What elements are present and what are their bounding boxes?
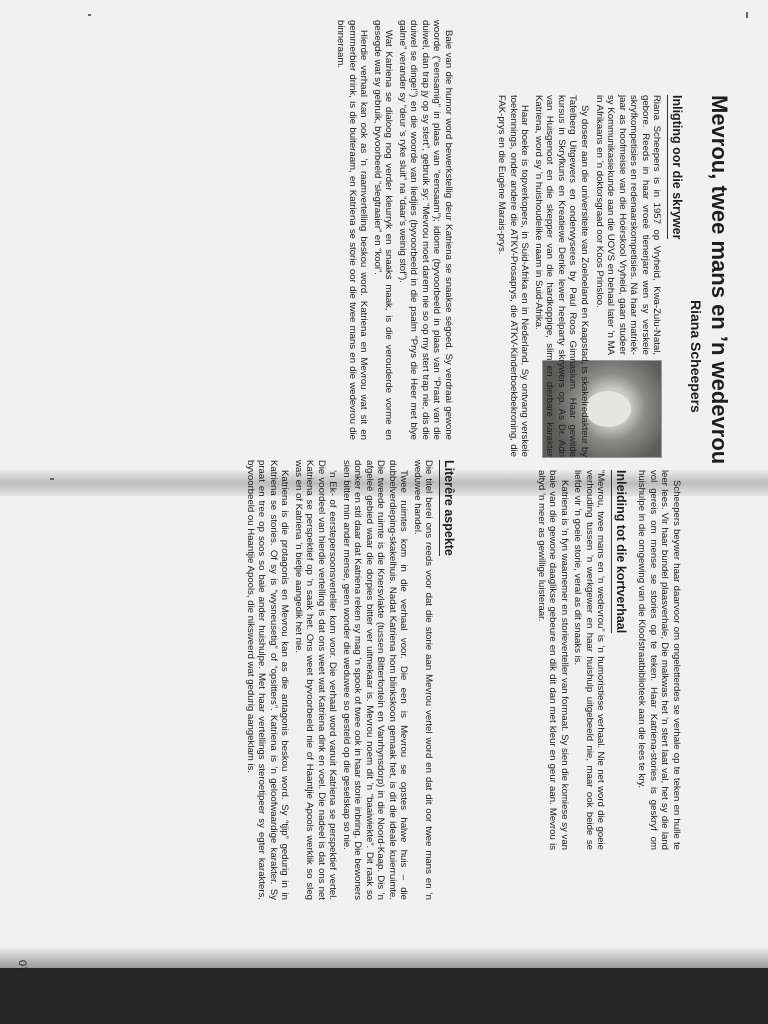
literary-paragraph: Die titel berei ons reeds voor dat die storie aan Mevrou vertel word en dat dit oor twee mans en ’n weduwee handel. [412, 460, 435, 900]
page-number: 07 [16, 960, 28, 973]
article-author: Riana Scheepers [688, 300, 704, 413]
author-paragraph: Sy doseer aan die universiteite van Zoeloeland en Kaapstad, is skakelredakteur by Tafelberg Uitgewers en onderwyseres by Paul Roos Gimnasium. Haar gewilde kursus in Skryfkuns en Kreatiewe Denke lewer heelparty skrywers op. As Dr. Adri van Huisgenoot en die skepper van die hardkoppige, slim en dierbare karakter Katriena, word sy ’n huishoudelike naam in Suid-Afrika. [533, 95, 590, 457]
literary-column [243, 460, 455, 900]
article-title: Mevrou, twee mans en ’n wedevrou [707, 95, 732, 465]
literary-aspects-heading: Literêre aspekte [440, 460, 455, 556]
author-paragraph: Haar boeke is topverkopers, in Suid-Afrika en in Nederland. Sy ontvang verskeie toekennings, onder andere die ATKV-Prosaprys, die ATKV-Kinderboekbekroning, die FAK-prys en die Eugène Marais-prys. [496, 95, 531, 457]
author-face [585, 391, 631, 427]
author-paragraph: Riana Scheepers is in 1957 op Vryheid, Kwa-Zulu-Natal, gebore. Reeds in haar vroeë tienerjare wen sy verskeie skryfkompetisies en redenaarskompetisies. Ná haar matriek-jaar as hoofmeisie van die Hoërskool Vryheid, gaan studeer sy Kommunikasiekunde aan die UOVS en behaal later ’n MA in Afrikaans en ’n doktorsgraad oor Koos Prinsloo. [594, 95, 663, 355]
story-intro-paragraph: “Mevrou, twee mans en ’n wedevrou” is ’n humoristiese verhaal. Nie net word die goeie verhouding tussen ’n werkgewer en haar huishulp uitgebeeld nie, maar ook beide se liefde vir ’n goeie storie, veral as dit snaaks is. [572, 470, 607, 850]
author-info-heading: Inligting oor die skrywer [668, 95, 683, 239]
literary-paragraph: Twee ruimtes kom in die verhaal voor. Die een is Mevrou se opstes halwe huis – die dubbelverdieping-skakelhuis. Nadat Katriena hom blinkskoon gemaak het, is dit die ideale kuierruimte. Die tweede ruimte is die Knersvlakte (tussen Bitterfontein en Vanrhynsdorp) in die Noord-Kaap. Dis ’n afgeleë gebied waar die dorpies bitter ver uitmekaar is. Mevrou noem dit ’n “baaiwiekte”. Dit raak so donker en stil daar dat Katriena reken sy mag ’n spook of twee ook in haar storie inbring. Die bewoners sien bitter min ander mense, geen wonder die weduwee so gesteld op die geselskap so nie. [341, 460, 410, 900]
author-info-right [534, 470, 683, 850]
top-page [468, 0, 768, 1024]
author-info-column [592, 95, 683, 355]
story-intro-paragraph: Katriena is ’n fyn waarnemer en storieverteller van formaat. Sy sien die komiese sy van baie van die gewone daaglikse gebeure en dik dit dan met kleur en geur aan. Mevrou is altyd ’n meer as gewillige luisteraar. [536, 470, 570, 850]
author-info-continued [494, 95, 590, 457]
literary-paragraph: Katriena is die protagonis en Mevrou kan as die antagonis beskou word. Sy “tjip” gedurig in in Katriena se stories. Of sy is “wysneusetig” of “opsitters”. Katriena is ’n geloofwaardige karakter. Sy praat en tree op soos so baie ander huishulpe. Met haar vertellings steroetipeer sy egter karakters, byvoorbeeld ou Haantjie Apools, die niksweerd wat gedurig aangeklam is. [245, 460, 291, 900]
humour-paragraph: Wat Katriena se dialoog nog verder kleurryk en snaaks maak, is die verouderde vorme en gesegde wat sy gebruik, byvoorbeeld “slegtraaier” en “kooi”. [372, 20, 395, 440]
humour-paragraph: Baie van die humor word bewerkstellig deur Katriena se snaakse ségoed. Sy verdraai gewone woorde (“eensamig” in plaas van “eensaam”); idiome (byvoorbeeld in plaas van “Praat van die duiwel, dan trap jy op sy stert”, gebruik sy: “Mevrou moet darem nie so op my stert trap nie, dis die duiwel se dinge!”) en die woorde van liedjies (byvoorbeeld in die psalm “Prys die Heer met blye galme” verander sy “deur ’s ryke sluit” na “daar’s weinig stof”). [397, 20, 454, 440]
literary-paragraph: ’n Ek- of eerstepersoonsverteller kom voor. Die verhaal word vanuit Katriena se perspektief vertel. Die voordeel van hierdie vertelling is dat ons weet wat Katriena dink en voel. Die nadeel is dat ons net Katriena se perspektief op ’n saak het. Ons weet byvoorbeeld nie of Haantjie Apools werklik so sleg was en of Katriena ’n bietjie aangedik het nie. [293, 460, 339, 900]
author-paragraph: Scheepers beywer haar daarvoor om ongeletterdes se verhale op te teken en hulle te leer lees. Vir haar bundel plaasverhale, Die malkwas het ’n stert laat val, het sy die land vol gereis om mense se stories op te teken. Haar Katriena-stories is geskryf om huishulpe in die omgewing van die Kloofstraatbiblioteek aan die lees te kry. [636, 470, 682, 850]
humour-column [333, 20, 454, 440]
short-story-heading: Inleiding tot die kortverhaal [612, 470, 627, 633]
humour-paragraph: Hierdie verhaal kan ook as ’n raamvertelling beskou word. Katriena en Mevrou wat sit en gemmerbier drink, is die buiteraam, en Katriena se storie oor die twee mans en die wedevrou die binneraam. [335, 20, 370, 440]
